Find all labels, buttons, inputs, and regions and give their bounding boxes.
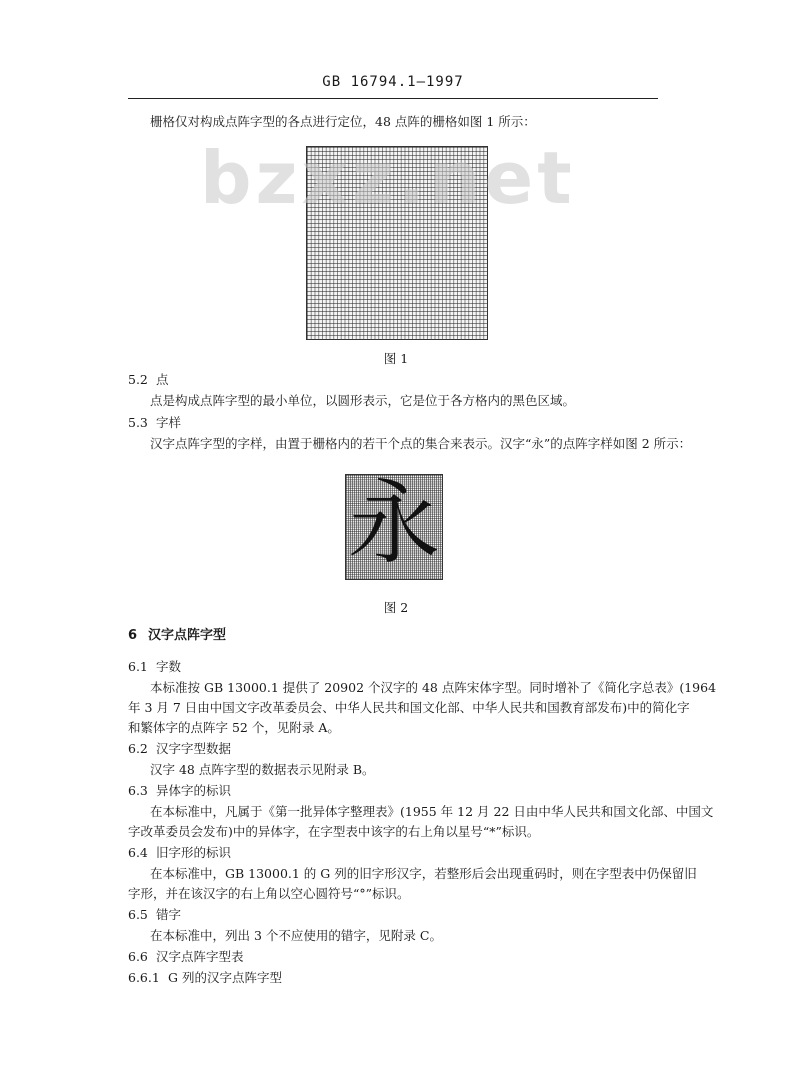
section-number: 6.4 (128, 845, 148, 860)
section-6-5-heading (128, 907, 181, 923)
section-title: 异体字的标识 (156, 783, 232, 798)
page-header (128, 72, 658, 99)
section-number: 6 (128, 628, 138, 643)
figure-2-grid (345, 470, 443, 580)
section-number: 6.3 (128, 783, 148, 798)
section-title: 旧字形的标识 (156, 845, 232, 860)
section-6-3-line-1: 在本标准中，凡属于《第一批异体字整理表》(1955 年 12 月 22 日由中华人民共和国文化部、中国文 (150, 804, 714, 819)
section-title: 汉字字型数据 (156, 741, 232, 756)
section-title: 汉字点阵字型 (148, 628, 227, 643)
section-5-3-heading (128, 415, 181, 431)
section-6-1-heading (128, 659, 181, 675)
section-number: 6.6 (128, 949, 148, 964)
intro-paragraph: 栅格仅对构成点阵字型的各点进行定位，48 点阵的栅格如图 1 所示： (150, 114, 536, 129)
section-6-2-heading (128, 741, 231, 757)
section-title: 错字 (156, 907, 182, 922)
section-number: 5.2 (128, 372, 148, 387)
section-title: 字样 (156, 415, 182, 430)
standard-number: GB 16794.1—1997 (322, 74, 464, 90)
section-number: 6.2 (128, 741, 148, 756)
watermark: bzxz.net (200, 136, 576, 220)
section-6-3-heading (128, 783, 231, 799)
section-number: 6.6.1 (128, 970, 160, 985)
section-6-5-text: 在本标准中，列出 3 个不应使用的错字，见附录 C。 (150, 928, 442, 943)
section-6-1-line-3: 和繁体字的点阵字 52 个，见附录 A。 (128, 720, 340, 735)
section-6-4-line-1: 在本标准中，GB 13000.1 的 G 列的旧字形汉字，若整形后会出现重码时，则在字型表中仍保留旧 (150, 866, 697, 881)
section-5-2-heading (128, 372, 169, 388)
section-6-3-line-2: 字改革委员会发布)中的异体字，在字型表中该字的右上角以星号“*”标识。 (128, 824, 540, 839)
section-6-4-line-2: 字形，并在该汉字的右上角以空心圆符号“°”标识。 (128, 886, 410, 901)
section-number: 6.5 (128, 907, 148, 922)
section-6-6-heading (128, 949, 244, 965)
section-6-1-line-2: 年 3 月 7 日由中国文字改革委员会、中华人民共和国文化部、中华人民共和国教育部发布)中的简化字 (128, 700, 690, 715)
section-6-6-1-heading (128, 970, 282, 986)
yong-glyph: 永 (347, 470, 440, 577)
section-6-heading (128, 628, 226, 644)
section-number: 5.3 (128, 415, 148, 430)
section-title: G 列的汉字点阵字型 (168, 970, 282, 985)
section-number: 6.1 (128, 659, 148, 674)
section-title: 汉字点阵字型表 (156, 949, 244, 964)
section-5-2-text: 点是构成点阵字型的最小单位，以圆形表示，它是位于各方格内的黑色区域。 (150, 393, 576, 408)
section-6-1-line-1: 本标准按 GB 13000.1 提供了 20902 个汉字的 48 点阵宋体字型。同时增补了《简化字总表》(1964 (150, 680, 717, 695)
section-6-4-heading (128, 845, 231, 861)
figure-2-caption: 图 2 (383, 600, 409, 615)
section-6-2-text: 汉字 48 点阵字型的数据表示见附录 B。 (150, 762, 375, 777)
figure-1-caption: 图 1 (383, 351, 409, 366)
section-title: 字数 (156, 659, 182, 674)
section-title: 点 (156, 372, 169, 387)
section-5-3-text: 汉字点阵字型的字样，由置于栅格内的若干个点的集合来表示。汉字“永”的点阵字样如图 2 所示： (150, 436, 692, 451)
